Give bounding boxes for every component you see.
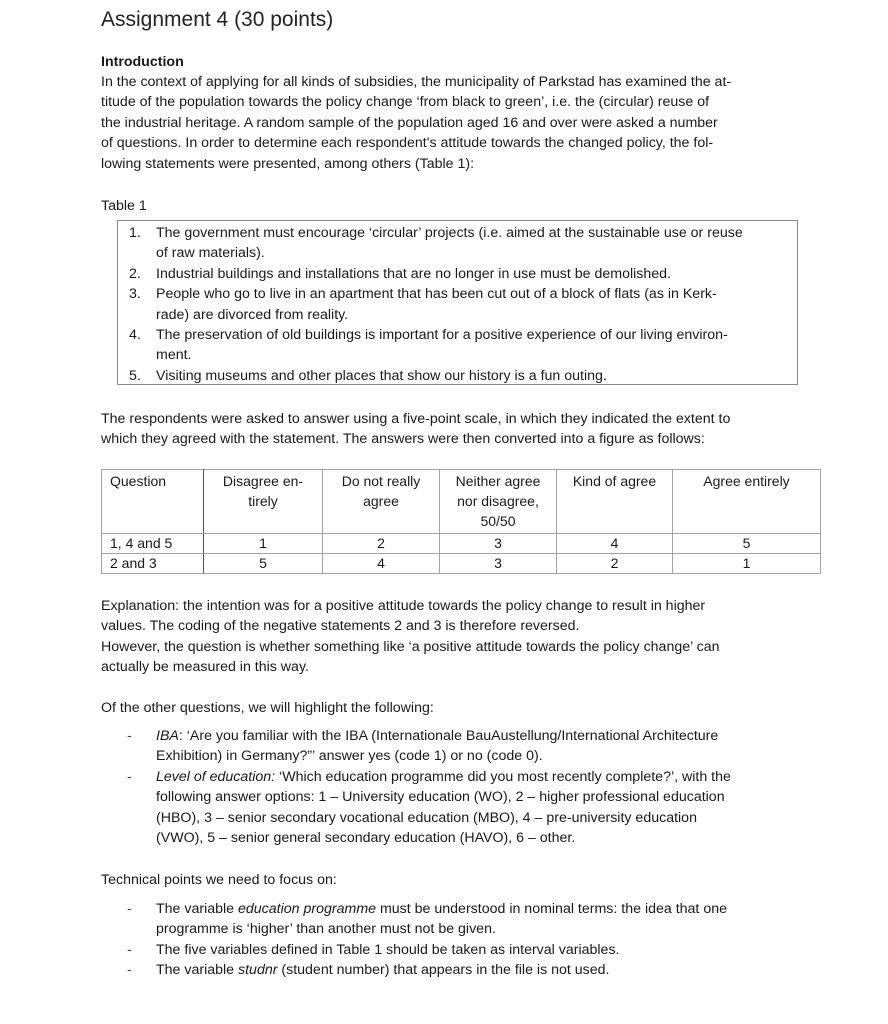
table-cell: 2 and 3 xyxy=(102,554,204,574)
text-line: of raw materials). xyxy=(156,245,265,262)
rating-conversion-table xyxy=(101,469,821,574)
list-item xyxy=(101,940,821,960)
page-title: Assignment 4 (30 points) xyxy=(101,8,334,31)
column-header-kind-of-agree: Kind of agree xyxy=(557,470,673,534)
statement-item xyxy=(118,264,797,284)
explanation-paragraph xyxy=(101,596,801,678)
introduction-paragraph xyxy=(101,72,801,174)
text-line: People who go to live in an apartment that has been cut out of a block of flats (as in Kerk- xyxy=(156,286,717,303)
text-line: Exhibition) in Germany?”’ answer yes (code 1) or no (code 0). xyxy=(156,748,543,765)
text-line: The five variables defined in Table 1 should be taken as interval variables. xyxy=(156,941,620,958)
text-line: ment. xyxy=(156,347,192,364)
statement-item xyxy=(118,325,797,366)
statement-item xyxy=(118,223,797,264)
bullet-dash-icon: - xyxy=(127,901,132,917)
text-line: The government must encourage ‘circular’ projects (i.e. aimed at the sustainable use or reuse xyxy=(156,225,743,241)
text-line: programme is ‘higher’ than another must not be given. xyxy=(156,921,496,938)
text-line: the industrial heritage. A random sample of the population aged 16 and over were asked a number xyxy=(101,114,718,131)
column-header-disagree-entirely: Disagree en- tirely xyxy=(204,470,323,534)
bullet-dash-icon: - xyxy=(127,941,132,958)
text-line: lowing statements were presented, among others (Table 1): xyxy=(101,155,475,172)
table-header-row xyxy=(102,470,821,534)
technical-points-intro: Technical points we need to focus on: xyxy=(101,872,337,888)
scale-intro-paragraph xyxy=(101,409,801,450)
section-heading-introduction: Introduction xyxy=(101,54,184,70)
variable-name: Level of education: xyxy=(156,768,276,785)
table-cell: 1 xyxy=(204,534,323,554)
statement-number: 4. xyxy=(129,327,141,344)
text-line: Visiting museums and other places that show our history is a fun outing. xyxy=(156,367,607,384)
column-header-agree-entirely: Agree entirely xyxy=(673,470,821,534)
table-cell: 5 xyxy=(204,554,323,574)
list-item: - The variable studnr (student number) that appears in the file is not used. xyxy=(101,960,821,980)
bullet-dash-icon: - xyxy=(127,768,132,785)
column-header-question: Question xyxy=(102,470,204,534)
list-item: - IBA: ‘Are you familiar with the IBA (Internationale BauAustellung/International Architecture Exhibition) in Germany?”’ answer yes (code 1) or no (code 0). xyxy=(101,726,821,767)
statement-number: 2. xyxy=(129,265,141,282)
statement-number: 5. xyxy=(129,367,141,384)
list-item: - Level of education: ‘Which education programme did you most recently complete?’, with the following answer options: 1 – University education (WO), 2 – higher professional education (HBO), 3 – senior secondary vocational education (MBO), 4 – pre-university education (VWO), 5 – senior general secondary education (HAVO), 6 – other. xyxy=(101,767,821,849)
text-line: actually be measured in this way. xyxy=(101,659,309,676)
text-line: The preservation of old buildings is important for a positive experience of our living environ- xyxy=(156,327,728,344)
text-line: In the context of applying for all kinds of subsidies, the municipality of Parkstad has examined the at- xyxy=(101,74,732,90)
table-cell: 5 xyxy=(673,534,821,554)
statement-item xyxy=(118,284,797,325)
table-cell: 2 xyxy=(557,554,673,574)
text-line: Explanation: the intention was for a positive attitude towards the policy change to result in higher xyxy=(101,598,706,614)
text-line: However, the question is whether something like ‘a positive attitude towards the policy change’ can xyxy=(101,638,720,655)
table-cell: 3 xyxy=(440,554,557,574)
text-line: (HBO), 3 – senior secondary vocational education (MBO), 4 – pre-university education xyxy=(156,809,697,826)
text-line: Industrial buildings and installations that are no longer in use must be demolished. xyxy=(156,265,672,282)
statements-box xyxy=(117,220,798,385)
table-cell: 1 xyxy=(673,554,821,574)
technical-points-list xyxy=(101,899,821,981)
table-cell: 2 xyxy=(323,534,440,554)
table-row xyxy=(102,534,821,554)
list-item: - The variable education programme must be understood in nominal terms: the idea that one programme is ‘higher’ than another must not be given. xyxy=(101,899,821,940)
table-cell: 1, 4 and 5 xyxy=(102,534,204,554)
other-questions-list xyxy=(101,726,821,848)
statement-number: 3. xyxy=(129,286,141,303)
table-cell: 3 xyxy=(440,534,557,554)
text-line: rade) are divorced from reality. xyxy=(156,306,349,323)
other-questions-intro: Of the other questions, we will highlight the following: xyxy=(101,700,434,716)
column-header-neither: Neither agree nor disagree, 50/50 xyxy=(440,470,557,534)
bullet-dash-icon: - xyxy=(127,962,132,979)
table1-caption: Table 1 xyxy=(101,198,147,214)
table-row xyxy=(102,554,821,574)
table-cell: 4 xyxy=(557,534,673,554)
text-line: values. The coding of the negative statements 2 and 3 is therefore reversed. xyxy=(101,618,580,635)
text-line: which they agreed with the statement. The answers were then converted into a figure as follows: xyxy=(101,431,705,448)
variable-name: IBA xyxy=(156,728,179,744)
bullet-dash-icon: - xyxy=(127,728,132,744)
statement-number: 1. xyxy=(129,225,141,241)
text-line: following answer options: 1 – University education (WO), 2 – higher professional education xyxy=(156,789,725,806)
text-line: (VWO), 5 – senior general secondary education (HAVO), 6 – other. xyxy=(156,830,576,847)
variable-name: education programme xyxy=(238,901,377,917)
text-line: of questions. In order to determine each respondent's attitude towards the changed policy, the fol- xyxy=(101,135,714,152)
column-header-do-not-really-agree: Do not really agree xyxy=(323,470,440,534)
table-cell: 4 xyxy=(323,554,440,574)
text-line: titude of the population towards the policy change ‘from black to green’, i.e. the (circular) reuse of xyxy=(101,94,710,111)
variable-name: studnr xyxy=(238,962,278,979)
text-line: The respondents were asked to answer using a five-point scale, in which they indicated the extent to xyxy=(101,411,731,427)
statement-item xyxy=(118,366,797,386)
